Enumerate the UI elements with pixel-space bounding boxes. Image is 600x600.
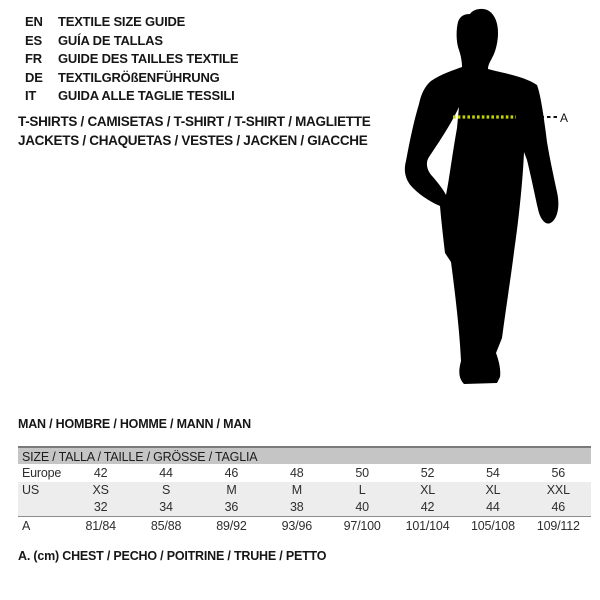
- size-value: M: [291, 483, 302, 497]
- language-label: TEXTILGRÖßENFÜHRUNG: [58, 69, 220, 85]
- row-label: US: [22, 483, 39, 497]
- language-label: TEXTILE SIZE GUIDE: [58, 14, 186, 29]
- size-value: 32: [93, 500, 108, 514]
- language-row-de: [0, 69, 238, 88]
- size-value: 44: [486, 500, 500, 514]
- table-row-us: [18, 482, 591, 499]
- size-table: [18, 446, 591, 535]
- language-code: IT: [25, 88, 37, 104]
- garment-categories: [18, 112, 370, 150]
- size-value: 36: [224, 500, 239, 514]
- size-value: S: [161, 483, 171, 497]
- size-value: XL: [485, 483, 501, 497]
- man-silhouette: [405, 9, 559, 384]
- size-value: 89/92: [216, 519, 247, 533]
- size-value: 56: [551, 466, 566, 480]
- language-code: ES: [25, 32, 42, 48]
- size-value: 46: [224, 466, 239, 480]
- size-value: 48: [290, 466, 304, 480]
- language-label: GUÍA DE TALLAS: [58, 32, 163, 48]
- size-value: 42: [420, 500, 435, 514]
- size-value: 42: [93, 466, 108, 480]
- size-value: 97/100: [343, 519, 381, 533]
- language-label: GUIDE DES TAILLES TEXTILE: [58, 51, 239, 67]
- size-value: 50: [355, 466, 369, 480]
- chest-measure-label: A: [560, 111, 569, 125]
- size-value: 93/96: [281, 519, 312, 533]
- size-value: XS: [92, 483, 109, 497]
- size-value: L: [358, 483, 366, 497]
- table-row-europe: [18, 464, 591, 482]
- size-value: XXL: [546, 483, 570, 497]
- size-value: 81/84: [85, 519, 116, 533]
- category-jackets: JACKETS / CHAQUETAS / VESTES / JACKEN / GIACCHE: [18, 133, 368, 148]
- size-value: 105/108: [471, 519, 515, 533]
- language-code: EN: [25, 14, 43, 29]
- language-row-fr: [0, 50, 238, 69]
- section-title-man: MAN / HOMBRE / HOMME / MANN / MAN: [18, 417, 251, 431]
- language-row-en: [0, 13, 238, 32]
- size-value: 54: [486, 466, 500, 480]
- size-value: M: [226, 483, 237, 497]
- size-value: 85/88: [150, 519, 182, 533]
- table-row-numeric: [18, 499, 591, 516]
- man-silhouette-figure: [400, 6, 575, 396]
- size-value: 52: [420, 466, 435, 480]
- size-value: 38: [290, 500, 304, 514]
- size-value: 40: [355, 500, 369, 514]
- size-value: XL: [420, 483, 435, 497]
- language-code: DE: [25, 69, 43, 85]
- table-row-chest-a: [18, 516, 591, 535]
- size-value: 44: [159, 466, 173, 480]
- row-label: Europe: [22, 466, 62, 480]
- size-value: 46: [551, 500, 566, 514]
- row-label: [18, 499, 68, 516]
- size-value: 101/104: [405, 519, 450, 533]
- size-value: 109/112: [536, 519, 580, 533]
- language-code: FR: [25, 51, 42, 67]
- language-label: GUIDA ALLE TAGLIE TESSILI: [58, 88, 235, 104]
- measurement-footnote: A. (cm) CHEST / PECHO / POITRINE / TRUHE / PETTO: [18, 549, 327, 563]
- row-label: A: [22, 519, 31, 533]
- size-value: 34: [159, 500, 173, 514]
- size-table-header: SIZE / TALLA / TAILLE / GRÖSSE / TAGLIA: [18, 446, 591, 464]
- language-list: [0, 13, 238, 106]
- language-row-it: [0, 87, 238, 106]
- language-row-es: [0, 32, 238, 51]
- category-tshirts: T-SHIRTS / CAMISETAS / T-SHIRT / T-SHIRT / MAGLIETTE: [18, 114, 371, 129]
